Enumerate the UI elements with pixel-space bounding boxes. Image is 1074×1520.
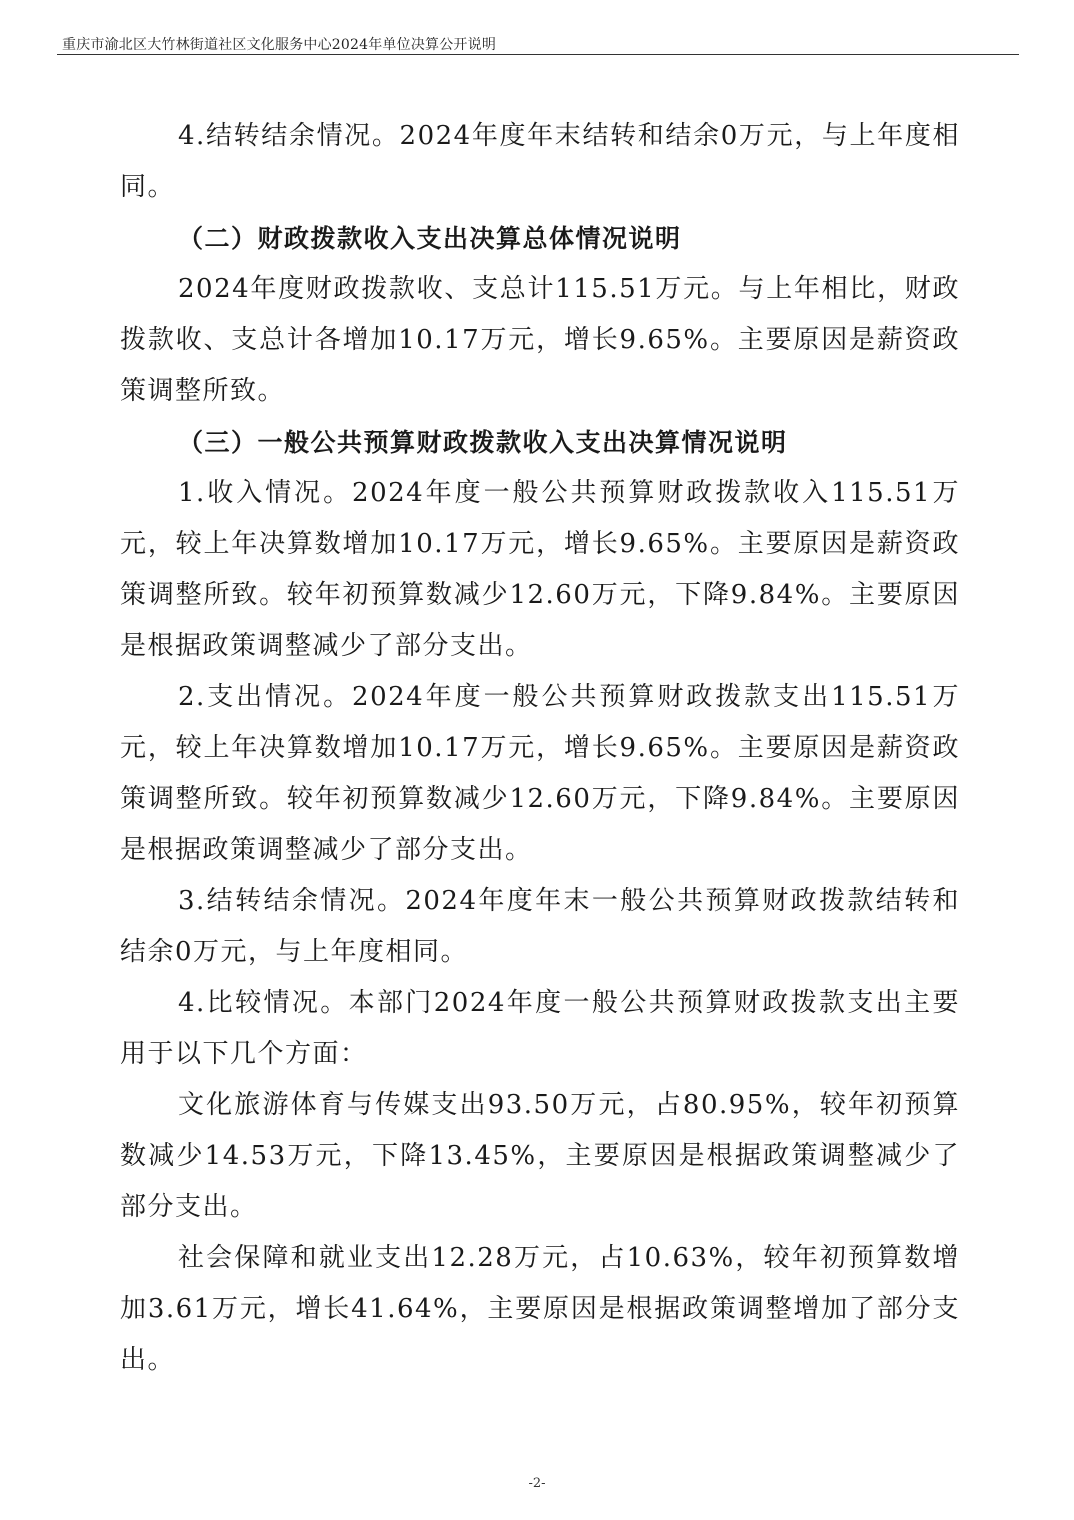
section-heading-fiscal-overview: （二）财政拨款收入支出决算总体情况说明 bbox=[178, 224, 682, 253]
paragraph-comparison: 4.比较情况。本部门2024年度一般公共预算财政拨款支出主要用于以下几个方面： bbox=[120, 988, 960, 1069]
paragraph-income: 1.收入情况。2024年度一般公共预算财政拨款收入115.51万元，较上年决算数增加10.17万元，增长9.65%。主要原因是薪资政策调整所致。较年初预算数减少12.60万元，下降9.84%。主要原因是根据政策调整减少了部分支出。 bbox=[120, 478, 960, 661]
running-header: 重庆市渝北区大竹林街道社区文化服务中心2024年单位决算公开说明 bbox=[62, 37, 497, 53]
paragraph-fiscal-total: 2024年度财政拨款收、支总计115.51万元。与上年相比，财政拨款收、支总计各增加10.17万元，增长9.65%。主要原因是薪资政策调整所致。 bbox=[120, 274, 960, 406]
paragraph-expense: 2.支出情况。2024年度一般公共预算财政拨款支出115.51万元，较上年决算数增加10.17万元，增长9.65%。主要原因是薪资政策调整所致。较年初预算数减少12.60万元，下降9.84%。主要原因是根据政策调整减少了部分支出。 bbox=[120, 682, 960, 865]
paragraph-carryover: 4.结转结余情况。2024年度年末结转和结余0万元，与上年度相同。 bbox=[120, 121, 960, 202]
page-number: -2- bbox=[528, 1476, 546, 1491]
paragraph-culture-expense: 文化旅游体育与传媒支出93.50万元，占80.95%，较年初预算数减少14.53万元，下降13.45%，主要原因是根据政策调整减少了部分支出。 bbox=[120, 1090, 960, 1222]
section-heading-general-budget: （三）一般公共预算财政拨款收入支出决算情况说明 bbox=[178, 428, 788, 457]
paragraph-social-expense: 社会保障和就业支出12.28万元，占10.63%，较年初预算数增加3.61万元，增长41.64%，主要原因是根据政策调整增加了部分支出。 bbox=[120, 1243, 960, 1375]
document-body bbox=[120, 111, 960, 1386]
paragraph-general-carryover: 3.结转结余情况。2024年度年末一般公共预算财政拨款结转和结余0万元，与上年度相同。 bbox=[120, 886, 960, 967]
header-divider bbox=[57, 54, 1019, 55]
